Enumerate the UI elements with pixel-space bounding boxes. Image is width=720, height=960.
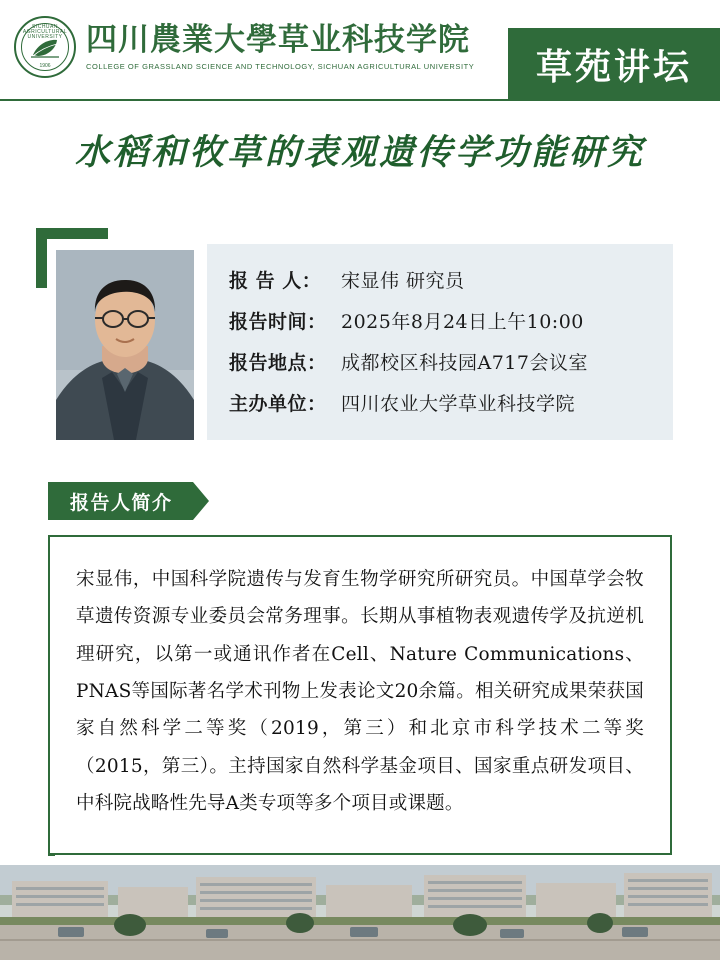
- info-label-time: 报告时间：: [229, 311, 327, 333]
- bio-section-ribbon-tail: [193, 482, 209, 520]
- speaker-portrait-illustration: [56, 250, 194, 440]
- info-row-location: [229, 348, 673, 375]
- poster-header: [0, 0, 720, 100]
- lecture-info-panel: [207, 244, 673, 440]
- campus-photo-footer: [0, 865, 720, 960]
- bio-box: [48, 535, 672, 855]
- seal-top-text: SICHUAN AGRICULTURAL UNIVERSITY: [22, 24, 68, 40]
- info-row-organizer: [229, 389, 673, 416]
- page-title: 水稻和牧草的表观遗传学功能研究: [74, 132, 645, 173]
- university-name-cn: 四川農業大學草业科技学院: [86, 21, 470, 58]
- lecture-series-tab: [508, 28, 720, 100]
- logo-text-block: [86, 23, 474, 72]
- title-container: [0, 130, 720, 176]
- university-name-en: COLLEGE OF GRASSLAND SCIENCE AND TECHNOLOGY, SICHUAN AGRICULTURAL UNIVERSITY: [86, 62, 475, 72]
- bio-section-ribbon-body: [48, 482, 193, 520]
- info-value-time: 2025年8月24日上午10:00: [341, 311, 584, 333]
- info-label-speaker: 报 告 人：: [229, 270, 322, 292]
- header-divider: [0, 99, 720, 101]
- info-value-location: 成都校区科技园A717会议室: [341, 352, 588, 374]
- lecture-series-label: 草苑讲坛: [535, 45, 692, 88]
- info-label-organizer: 主办单位：: [229, 393, 327, 415]
- info-label-location: 报告地点：: [229, 352, 327, 374]
- bio-text: 宋显伟，中国科学院遗传与发育生物学研究所研究员。中国草学会牧草遗传资源专业委员会常务理事。长期从事植物表观遗传学及抗逆机理研究，以第一或通讯作者在Cell、Nature Communications、PNAS等国际著名学术刊物上发表论文20余篇。相关研究成果荣获国家自然科学二等奖（2019，第三）和北京市科学技术二等奖（2015，第三）。主持国家自然科学基金项目、国家重点研发项目、中科院战略性先导A类专项等多个项目或课题。: [76, 569, 644, 815]
- speaker-photo: [56, 250, 194, 440]
- university-logo-block: [14, 16, 474, 78]
- campus-panorama-illustration: [0, 865, 720, 960]
- seal-leaf-icon: [30, 37, 60, 59]
- info-value-speaker: 宋显伟 研究员: [341, 270, 465, 292]
- seal-bottom-text: 1906: [39, 63, 51, 69]
- bio-section-heading: 报告人简介: [70, 491, 173, 514]
- university-seal-icon: [14, 16, 76, 78]
- info-value-organizer: 四川农业大学草业科技学院: [341, 393, 576, 415]
- info-row-speaker: [229, 266, 673, 293]
- info-row-time: [229, 307, 673, 334]
- bio-section-ribbon: [48, 482, 209, 520]
